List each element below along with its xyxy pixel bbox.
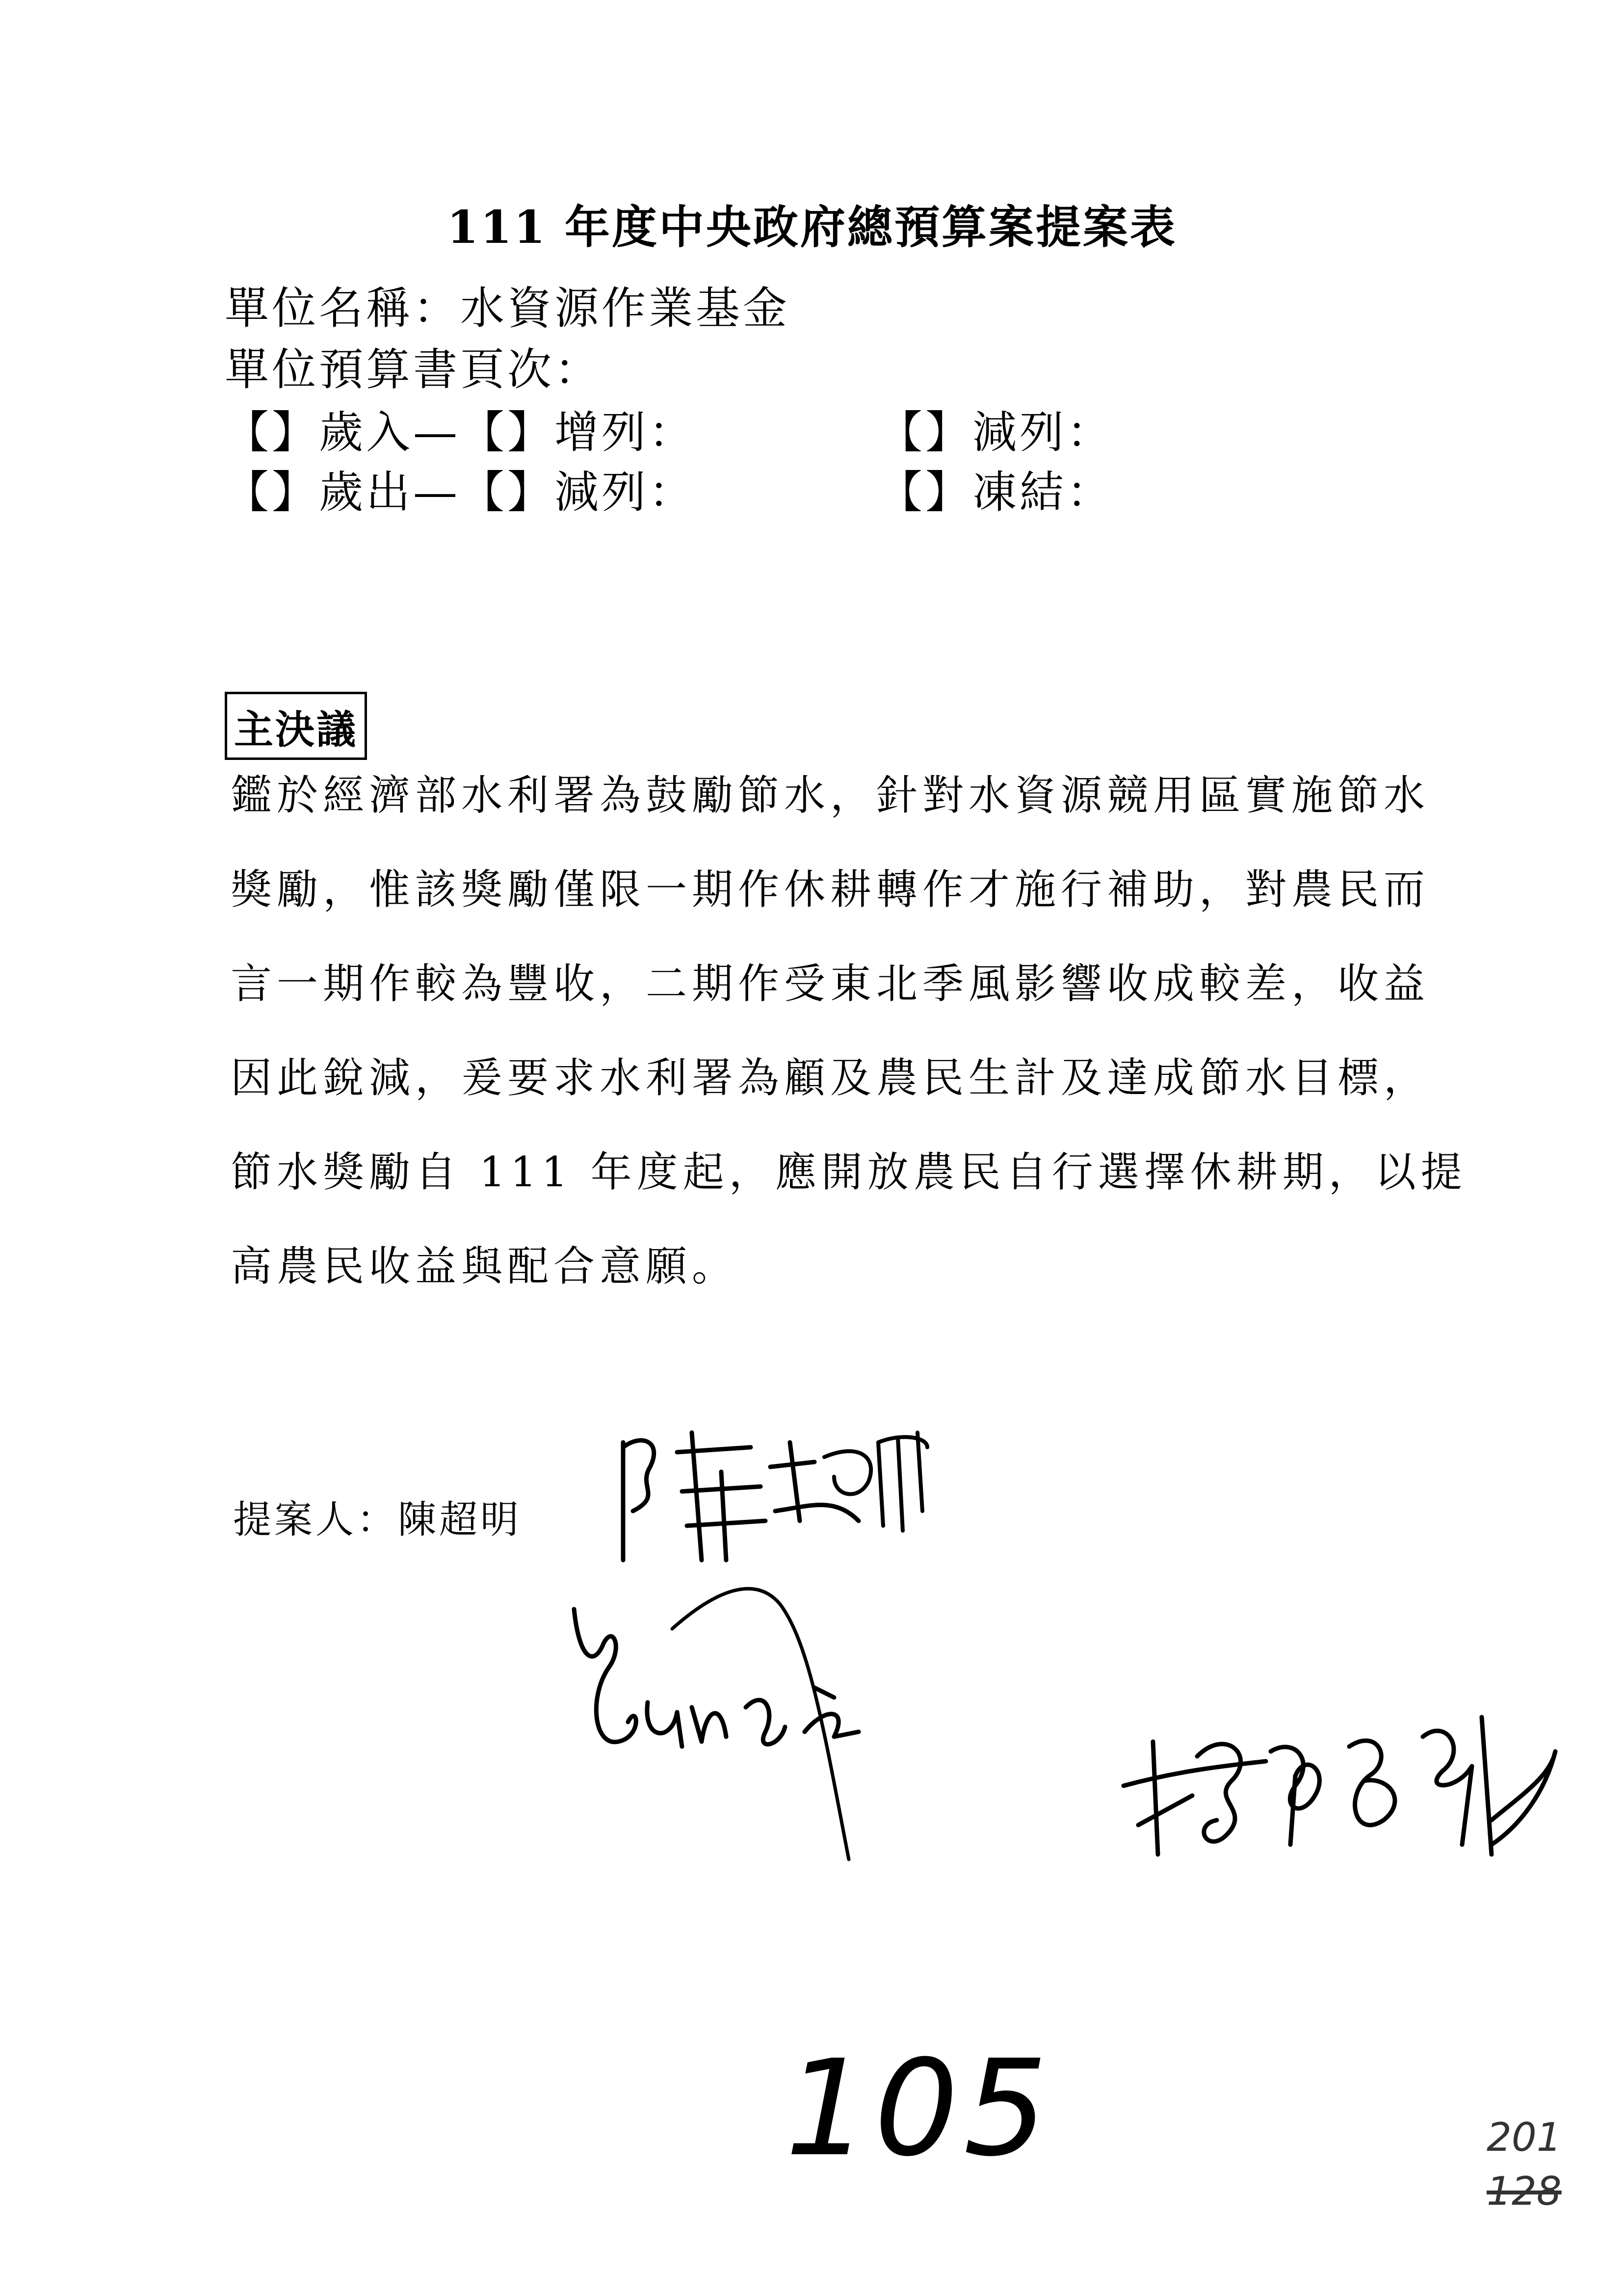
corner-number-top: 201 (1487, 2114, 1562, 2160)
resolution-line: 因此銳減，爰要求水利署為顧及農民生計及達成節水目標， (231, 1054, 1430, 1102)
resolution-line: 言一期作較為豐收，二期作受東北季風影響收成較差，收益 (231, 960, 1430, 1008)
resolution-line: 節水獎勵自 111 年度起，應開放農民自行選擇休耕期，以提 (231, 1148, 1467, 1196)
proposer-line: 提案人：陳超明 (233, 1498, 522, 1542)
corner-number-bottom: 128 (1487, 2168, 1562, 2214)
expenditure-decrease-option: 【】歲出—【】減列： (225, 467, 696, 518)
expenditure-freeze-option: 【】凍結： (878, 467, 1114, 518)
signature-cosigner (559, 1585, 942, 1879)
resolution-text (231, 771, 1467, 1340)
document-title: 111 年度中央政府總預算案提案表 (446, 201, 1178, 254)
signature-proposer (603, 1413, 947, 1570)
page-number: 105 (785, 2031, 1053, 2186)
resolution-line: 高農民收益與配合意願。 (231, 1242, 738, 1290)
section-label-main-resolution: 主決議 (225, 692, 367, 760)
resolution-line: 鑑於經濟部水利署為鼓勵節水，針對水資源競用區實施節水 (231, 771, 1430, 819)
unit-page-line: 單位預算書頁次： (225, 344, 602, 395)
resolution-line: 獎勵，惟該獎勵僅限一期作休耕轉作才施行補助，對農民而 (231, 865, 1430, 913)
revenue-increase-option: 【】歲入—【】增列： (225, 407, 696, 458)
revenue-decrease-option: 【】減列： (878, 407, 1114, 458)
unit-name-line: 單位名稱：水資源作業基金 (225, 283, 790, 334)
signature-cosigner (1119, 1697, 1570, 1864)
